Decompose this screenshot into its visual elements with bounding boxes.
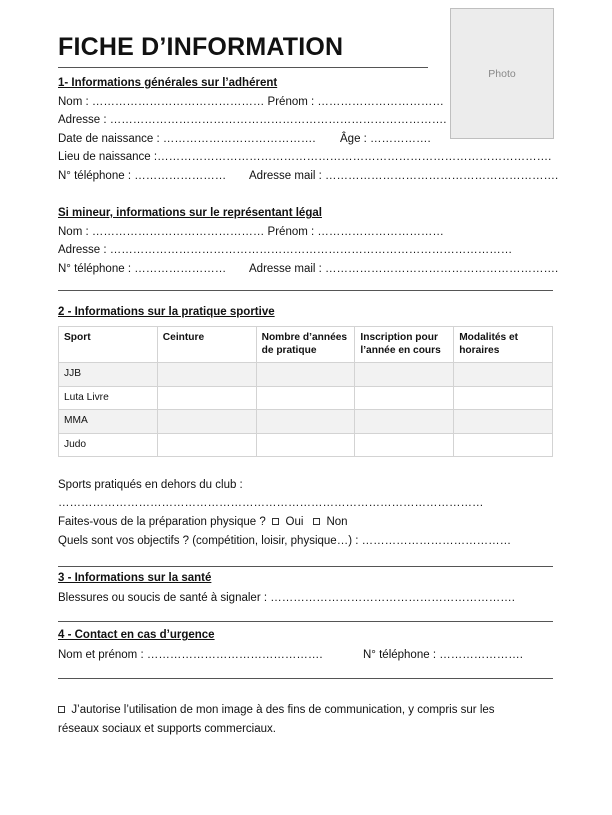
table-cell[interactable] [454,433,553,457]
table-cell[interactable] [256,433,355,457]
birthdate-field[interactable]: Date de naissance : …………………………………. [58,133,316,145]
section-divider [58,621,553,622]
column-header: Ceinture [157,327,256,363]
physical-prep-question: Faites-vous de la préparation physique ? [58,516,266,528]
title-underline [58,67,428,68]
section3-heading: 3 - Informations sur la santé [58,572,212,584]
table-cell[interactable] [256,410,355,434]
objectives-field[interactable]: Quels sont vos objectifs ? (compétition, loisir, physique…) : ………………………………… [58,535,512,547]
table-cell[interactable] [157,410,256,434]
table-cell[interactable] [355,386,454,410]
emergency-phone-field[interactable]: N° téléphone : …………………. [363,649,523,661]
column-header: Modalités et horaires [454,327,553,363]
sport-cell: MMA [59,410,158,434]
guardian-address-field[interactable]: Adresse : …………………………………………………………………………………………… [58,244,513,256]
column-header: Sport [59,327,158,363]
injuries-field[interactable]: Blessures ou soucis de santé à signaler : ………………………………………………………. [58,592,515,604]
consent-line-1 [58,704,495,716]
phone-field[interactable]: N° téléphone : …………………… [58,170,227,182]
non-checkbox[interactable] [313,518,320,525]
table-cell[interactable] [454,410,553,434]
sport-cell: JJB [59,363,158,387]
other-sports-field[interactable]: ………………………………………………………………………………………………… [58,497,484,509]
age-field[interactable]: Âge : ……………. [340,133,431,145]
column-header: Inscription pour l’année en cours [355,327,454,363]
birthplace-field[interactable]: Lieu de naissance :…………………………………………………………………………………………. [58,151,552,163]
name-field[interactable]: Nom : ……………………………………… Prénom : …………………………… [58,96,444,108]
table-cell[interactable] [157,433,256,457]
table-header-row [59,327,553,363]
guardian-email-field[interactable]: Adresse mail : ……………………………………………………. [249,263,559,275]
non-label: Non [326,516,348,528]
table-cell[interactable] [454,363,553,387]
table-row [59,433,553,457]
section1-heading: 1- Informations générales sur l’adhérent [58,77,278,89]
sport-cell: Luta Livre [59,386,158,410]
table-cell[interactable] [355,410,454,434]
other-sports-label: Sports pratiqués en dehors du club : [58,479,243,491]
photo-placeholder[interactable] [450,8,554,139]
table-cell[interactable] [157,363,256,387]
section2-heading: 2 - Informations sur la pratique sportive [58,306,275,318]
section-divider [58,290,553,291]
address-field[interactable]: Adresse : ……………………………………………………………………………. [58,114,447,126]
section-divider [58,566,553,567]
sports-table [58,326,553,457]
section4-heading: 4 - Contact en cas d’urgence [58,629,215,641]
table-row [59,410,553,434]
emergency-name-field[interactable]: Nom et prénom : ………………………………………. [58,649,323,661]
page-title: FICHE D’INFORMATION [58,33,344,61]
oui-checkbox[interactable] [272,518,279,525]
sport-cell: Judo [59,433,158,457]
table-cell[interactable] [256,363,355,387]
table-cell[interactable] [355,363,454,387]
guardian-name-field[interactable]: Nom : ……………………………………… Prénom : …………………………… [58,226,444,238]
section-divider [58,678,553,679]
physical-prep-row [58,516,348,528]
email-field[interactable]: Adresse mail : ……………………………………………………. [249,170,559,182]
table-row [59,386,553,410]
consent-line-2: réseaux sociaux et supports commerciaux. [58,723,276,735]
guardian-phone-field[interactable]: N° téléphone : …………………… [58,263,227,275]
photo-label: Photo [488,68,516,80]
table-cell[interactable] [256,386,355,410]
guardian-heading: Si mineur, informations sur le représentant légal [58,207,322,219]
consent-checkbox[interactable] [58,706,65,713]
table-cell[interactable] [454,386,553,410]
table-row [59,363,553,387]
consent-text: J’autorise l’utilisation de mon image à des fins de communication, y compris sur les [71,704,495,716]
table-cell[interactable] [355,433,454,457]
column-header: Nombre d’années de pratique [256,327,355,363]
oui-label: Oui [285,516,304,528]
table-cell[interactable] [157,386,256,410]
